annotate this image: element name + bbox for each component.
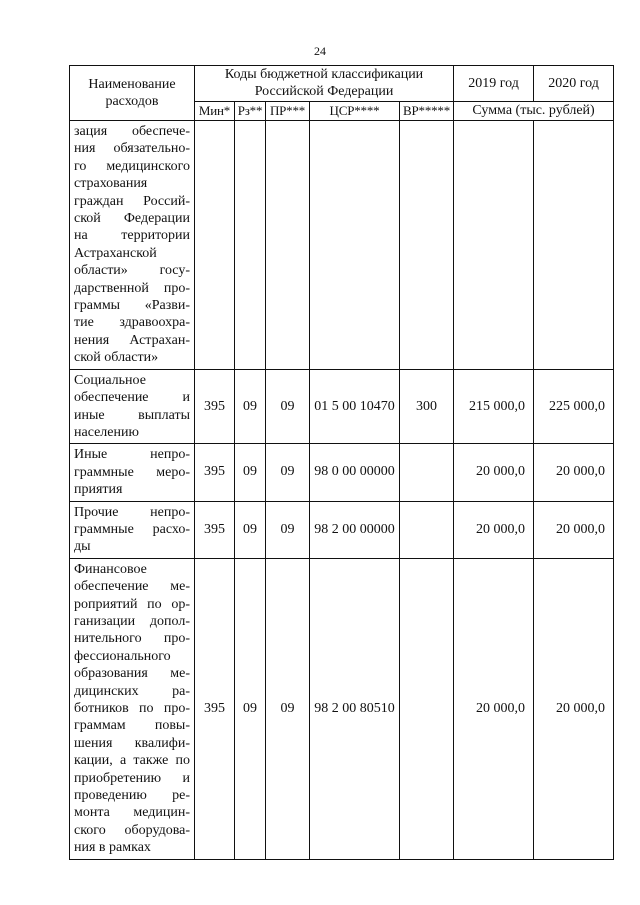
cell-pr: 09: [266, 444, 310, 501]
cell-csr: 98 2 00 00000: [310, 501, 400, 558]
expense-name-line: Прочие непро-: [74, 504, 190, 520]
cell-2020: 20 000,0: [534, 558, 614, 859]
expense-name-line: Социальное: [74, 372, 146, 388]
expense-name-line: ской области»: [74, 350, 159, 366]
table-row: [70, 121, 614, 370]
cell-2019: 20 000,0: [454, 501, 534, 558]
header-year-2019: 2019 год: [454, 66, 534, 102]
expense-name-line: дарственной про-: [74, 280, 190, 296]
expense-name-line: фессионального: [74, 648, 171, 664]
expense-name-line: обеспечение ме-: [74, 579, 190, 595]
header-csr: ЦСР****: [310, 102, 400, 121]
header-pr: ПР***: [266, 102, 310, 121]
expense-name-line: нения Астрахан-: [74, 332, 190, 348]
header-codes: Коды бюджетной классификации Российской Федерации: [195, 66, 454, 102]
cell-vr: [400, 444, 454, 501]
table-row: [70, 369, 614, 444]
cell-min: 395: [195, 501, 235, 558]
header-rz: Рз**: [235, 102, 266, 121]
cell-2020: [534, 121, 614, 370]
expense-name-line: иные выплаты: [74, 407, 190, 423]
cell-2019: 20 000,0: [454, 444, 534, 501]
expense-name-line: ния в рамках: [74, 840, 151, 856]
budget-table: [69, 65, 614, 860]
expense-name-line: зация обеспече-: [74, 124, 190, 139]
expense-name-line: дицинских ра-: [74, 683, 190, 699]
expense-name-line: обеспечение и: [74, 390, 190, 406]
expense-name-line: роприятий по ор-: [74, 596, 190, 612]
expense-name-line: граммам повы-: [74, 718, 190, 734]
expense-name-line: приобретению и: [74, 770, 190, 786]
cell-min: 395: [195, 369, 235, 444]
cell-pr: 09: [266, 558, 310, 859]
cell-csr: 01 5 00 10470: [310, 369, 400, 444]
expense-name-line: ды: [74, 539, 91, 555]
cell-vr: [400, 121, 454, 370]
table-row: [70, 501, 614, 558]
header-sum: Сумма (тыс. рублей): [454, 102, 614, 121]
expense-name-line: на территории: [74, 228, 190, 244]
expense-name-line: Астраханской: [74, 245, 157, 261]
expense-name-line: граждан Россий-: [74, 193, 190, 209]
cell-vr: [400, 501, 454, 558]
header-min: Мин*: [195, 102, 235, 121]
expense-name-line: монта медицин-: [74, 805, 190, 821]
cell-rz: 09: [235, 444, 266, 501]
expense-name-line: граммы «Разви-: [74, 298, 190, 314]
cell-pr: [266, 121, 310, 370]
page-number: 24: [314, 44, 326, 58]
cell-2020: 20 000,0: [534, 501, 614, 558]
expense-name-line: приятия: [74, 482, 123, 498]
expense-name: [70, 121, 195, 370]
header-vr: ВР*****: [400, 102, 454, 121]
expense-name-line: нительного про-: [74, 631, 190, 647]
cell-min: 395: [195, 558, 235, 859]
cell-pr: 09: [266, 501, 310, 558]
cell-csr: [310, 121, 400, 370]
cell-2020: 225 000,0: [534, 369, 614, 444]
expense-name-line: Иные непро-: [74, 447, 190, 463]
expense-name: [70, 501, 195, 558]
header-name: Наименование расходов: [70, 66, 195, 121]
cell-rz: 09: [235, 369, 266, 444]
expense-name-line: ского оборудова-: [74, 822, 190, 838]
table-row: [70, 444, 614, 501]
header-year-2020: 2020 год: [534, 66, 614, 102]
expense-name-line: населению: [74, 424, 139, 440]
expense-name: [70, 444, 195, 501]
expense-name: [70, 369, 195, 444]
cell-csr: 98 0 00 00000: [310, 444, 400, 501]
expense-name-line: граммные расхо-: [74, 521, 190, 537]
cell-min: [195, 121, 235, 370]
expense-name-line: образования ме-: [74, 666, 190, 682]
expense-name: [70, 558, 195, 859]
cell-vr: [400, 558, 454, 859]
cell-csr: 98 2 00 80510: [310, 558, 400, 859]
expense-name-line: ской Федерации: [74, 211, 190, 227]
expense-name-line: кации, а также по: [74, 753, 190, 769]
expense-name-line: области» госу-: [74, 263, 190, 279]
expense-name-line: го медицинского: [74, 158, 190, 174]
cell-pr: 09: [266, 369, 310, 444]
expense-name-line: шения квалифи-: [74, 735, 190, 751]
expense-name-line: ганизации допол-: [74, 613, 190, 629]
cell-rz: [235, 121, 266, 370]
cell-rz: 09: [235, 501, 266, 558]
expense-name-line: страхования: [74, 176, 148, 192]
table-row: [70, 558, 614, 859]
cell-min: 395: [195, 444, 235, 501]
expense-name-line: ботников по про-: [74, 701, 190, 716]
expense-name-line: проведению ре-: [74, 788, 190, 804]
expense-name-line: ния обязательно-: [74, 141, 190, 157]
table-body: [70, 121, 614, 860]
expense-name-line: Финансовое: [74, 561, 147, 577]
cell-2019: 20 000,0: [454, 558, 534, 859]
expense-name-line: тие здравоохра-: [74, 315, 190, 331]
cell-2019: 215 000,0: [454, 369, 534, 444]
cell-2019: [454, 121, 534, 370]
cell-2020: 20 000,0: [534, 444, 614, 501]
cell-vr: 300: [400, 369, 454, 444]
expense-name-line: граммные меро-: [74, 464, 190, 480]
cell-rz: 09: [235, 558, 266, 859]
